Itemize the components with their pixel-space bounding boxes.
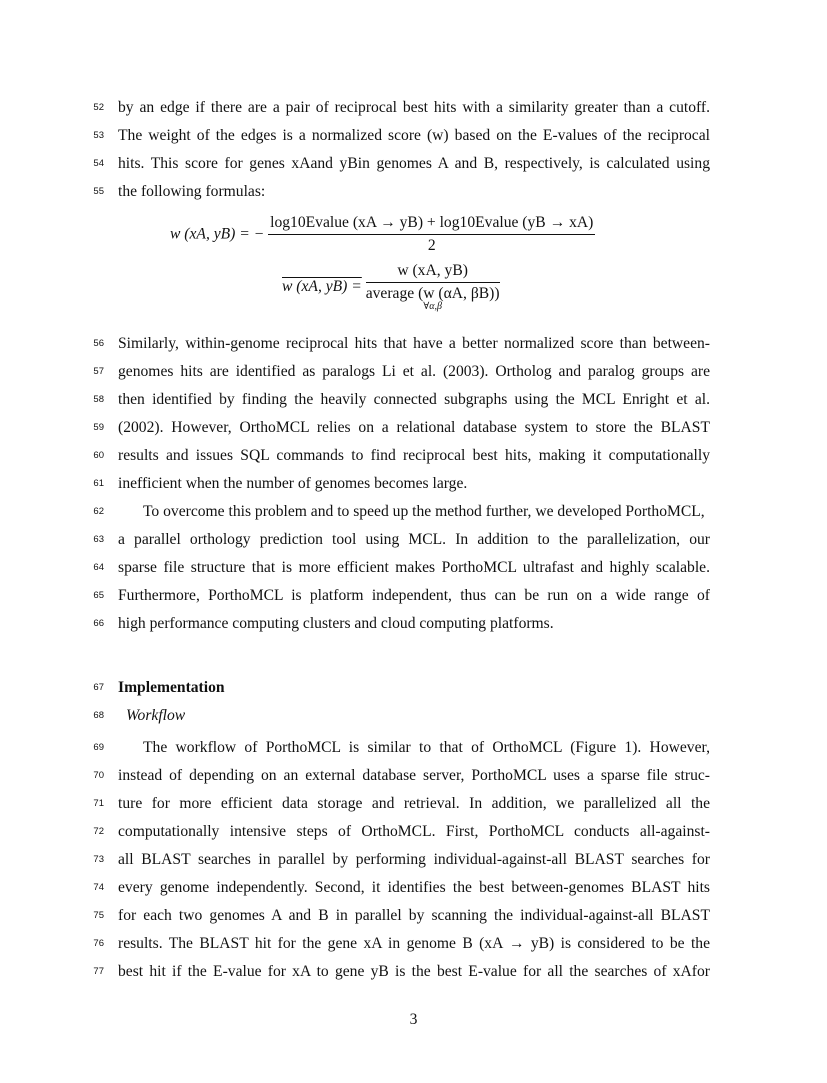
page-number: 3 xyxy=(409,1011,418,1028)
body-line: by an edge if there are a pair of reciprocal best hits with a similarity greater than a cutoff. xyxy=(118,99,710,116)
line-number: 67 xyxy=(93,682,104,693)
line-number: 72 xyxy=(93,826,104,837)
line-number: 68 xyxy=(93,710,104,721)
body-line: hits. This score for genes xAand yBin genomes A and B, respectively, is calculated using xyxy=(118,155,710,172)
body-line: instead of depending on an external database server, PorthoMCL uses a sparse file struc- xyxy=(118,767,710,784)
line-number: 57 xyxy=(93,366,104,377)
body-line: results and issues SQL commands to find reciprocal best hits, making it computationally xyxy=(118,447,710,464)
body-line: Furthermore, PorthoMCL is platform independent, thus can be run on a wide range of xyxy=(118,587,710,604)
body-line: The workflow of PorthoMCL is similar to that of OrthoMCL (Figure 1). However, xyxy=(143,739,710,756)
equation-1-numerator: log10Evalue (xA → yB) + log10Evalue (yB → xA) xyxy=(268,214,595,235)
line-number: 66 xyxy=(93,618,104,629)
line-number: 64 xyxy=(93,562,104,573)
equation-2-lhs: w (xA, yB) = xyxy=(282,278,362,295)
equation-1-denominator: 2 xyxy=(427,237,436,254)
equation-1 xyxy=(170,214,595,255)
equation-2-denominator: average (w (αA, βB)) xyxy=(365,285,500,302)
body-line: inefficient when the number of genomes becomes large. xyxy=(118,475,468,492)
equation-1-lhs: w (xA, yB) = − xyxy=(170,225,265,243)
line-number: 61 xyxy=(93,478,104,489)
body-line: computationally intensive steps of OrthoMCL. First, PorthoMCL conducts all-against- xyxy=(118,823,710,840)
body-line: high performance computing clusters and cloud computing platforms. xyxy=(118,615,554,632)
body-line: then identified by finding the heavily connected subgraphs using the MCL Enright et al. xyxy=(118,391,710,408)
line-number: 63 xyxy=(93,534,104,545)
line-number: 65 xyxy=(93,590,104,601)
body-line: best hit if the E-value for xA to gene yB is the best E-value for all the searches of xAfor xyxy=(118,963,710,980)
body-line: Similarly, within-genome reciprocal hits that have a better normalized score than between- xyxy=(118,335,710,352)
body-line: ture for more efficient data storage and retrieval. In addition, we parallelized all the xyxy=(118,795,710,812)
body-line: for each two genomes A and B in parallel by scanning the individual-against-all BLAST xyxy=(118,907,710,924)
body-line: sparse file structure that is more efficient makes PorthoMCL ultrafast and highly scalable. xyxy=(118,559,710,576)
line-number: 59 xyxy=(93,422,104,433)
line-number: 58 xyxy=(93,394,104,405)
line-number: 56 xyxy=(93,338,104,349)
line-number: 75 xyxy=(93,910,104,921)
body-line: the following formulas: xyxy=(118,183,266,200)
subsection-heading: Workflow xyxy=(126,707,186,724)
line-number: 54 xyxy=(93,158,104,169)
body-line: results. The BLAST hit for the gene xA in genome B (xA → yB) is considered to be the xyxy=(118,935,710,952)
line-number: 60 xyxy=(93,450,104,461)
body-line: genomes hits are identified as paralogs Li et al. (2003). Ortholog and paralog groups are xyxy=(118,363,710,380)
section-heading: Implementation xyxy=(118,679,225,696)
body-line: To overcome this problem and to speed up the method further, we developed PorthoMCL, xyxy=(143,503,705,520)
line-number: 53 xyxy=(93,130,104,141)
line-number: 71 xyxy=(93,798,104,809)
body-line: The weight of the edges is a normalized score (w) based on the E-values of the reciprocal xyxy=(118,127,710,144)
body-line: all BLAST searches in parallel by performing individual-against-all BLAST searches for xyxy=(118,851,710,868)
line-number: 55 xyxy=(93,186,104,197)
body-line: every genome independently. Second, it identifies the best between-genomes BLAST hits xyxy=(118,879,710,896)
body-line: a parallel orthology prediction tool using MCL. In addition to the parallelization, our xyxy=(118,531,710,548)
line-number: 52 xyxy=(93,102,104,113)
line-number: 74 xyxy=(93,882,104,893)
line-number: 73 xyxy=(93,854,104,865)
line-number: 77 xyxy=(93,966,104,977)
line-number: 62 xyxy=(93,506,104,517)
equation-2 xyxy=(282,262,500,312)
equation-2-numerator: w (xA, yB) xyxy=(366,262,500,283)
body-line: (2002). However, OrthoMCL relies on a relational database system to store the BLAST xyxy=(118,419,710,436)
equation-2-subscript: ∀α,β xyxy=(423,301,443,312)
line-number: 76 xyxy=(93,938,104,949)
line-number: 70 xyxy=(93,770,104,781)
line-number: 69 xyxy=(93,742,104,753)
